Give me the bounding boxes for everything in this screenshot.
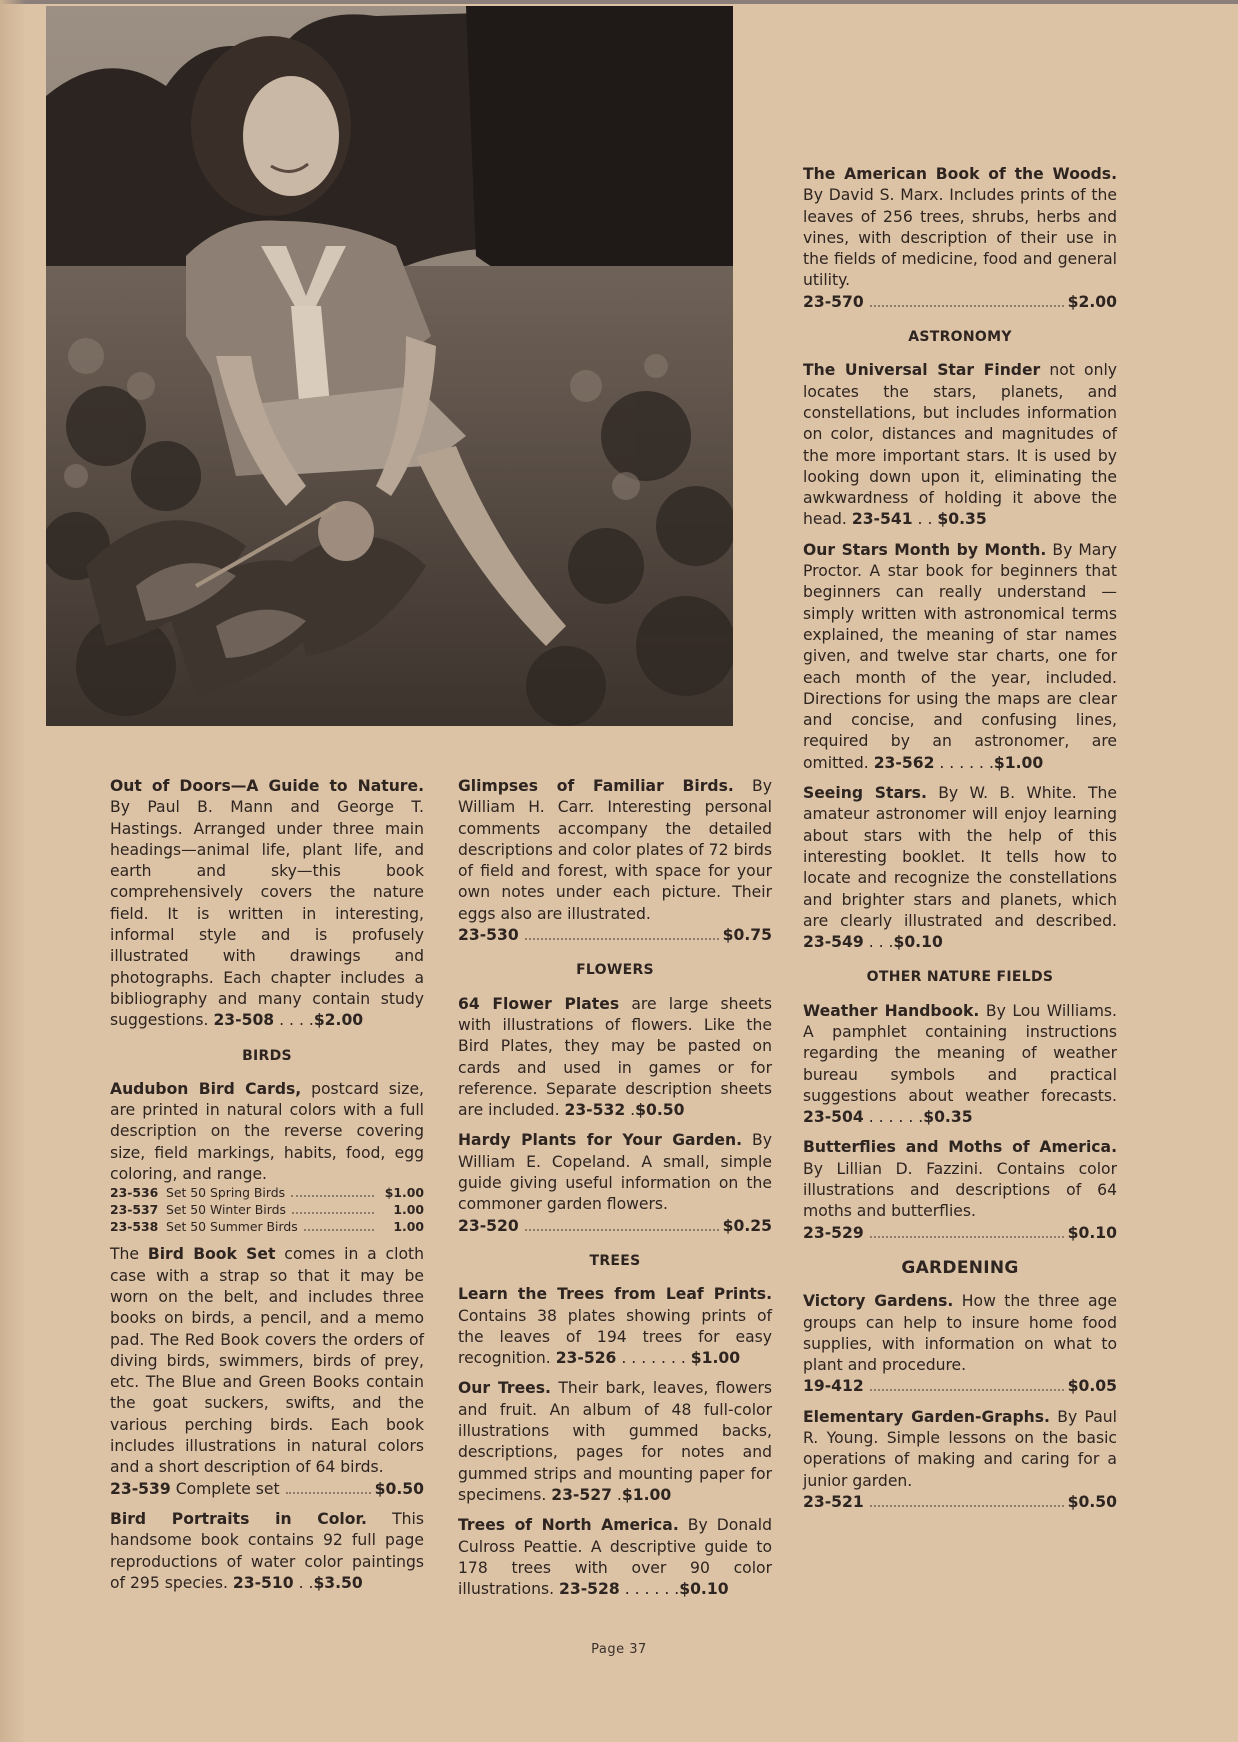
entry-price: $0.75 [722, 926, 772, 945]
entry-description: comes in a cloth case with a strap so that it may be worn on the belt, and includes three books on birds, a pencil, and a memo pad. The Red Book covers the orders of diving birds, swimmers, birds of prey, etc. The Blue and Green Books contain the goat suckers, swifts, and the various perching birds. Each book includes illustrations in natural colors and a short description of 64 birds. [110, 1245, 424, 1477]
set-row [110, 1201, 424, 1218]
entry-sku: 23-528 [559, 1580, 620, 1599]
entry-price: $0.50 [374, 1479, 424, 1498]
price-line [803, 1376, 1117, 1397]
catalog-entry-weather-handbook: Weather Handbook. By Lou Williams. A pamphlet containing instructions regarding the meaning of weather bureau symbols and practical suggestions about weather forecasts. 23-504 . . . . . .$0.35 [803, 1001, 1117, 1127]
column-right [803, 164, 1117, 1522]
entry-sku: 23-529 [803, 1223, 864, 1242]
entry-description: By Lillian D. Fazzini. Contains color illustrations and descriptions of 64 moths and butterflies. [803, 1159, 1117, 1221]
entry-description: By Lou Williams. A pamphlet containing instructions regarding the meaning of weather bureau symbols and practical suggestions about weather forecasts. [803, 1001, 1117, 1105]
leader-dots [525, 1229, 719, 1231]
entry-description: By Paul R. Young. Simple lessons on the basic operations of making and caring for a junior garden. [803, 1407, 1117, 1490]
set-sku: 23-536 [110, 1185, 159, 1201]
catalog-entry-our-stars-month-by-month: Our Stars Month by Month. By Mary Proctor. A star book for beginners that beginners can really understand — simply written with astronomical terms explained, the meaning of star names given, and twelve star charts, one for each month of the year, included. Directions for using the maps are clear and concise, and confusing lines, required by an astronomer, are omitted. 23-562 . . . . . .$1.00 [803, 540, 1117, 772]
entry-description: This handsome book contains 92 full page reproductions of water color paintings of 295 species. [110, 1509, 424, 1592]
catalog-entry-out-of-doors: Out of Doors—A Guide to Nature. By Paul B. Mann and George T. Hastings. Arranged under three main headings—animal life, plant life, and earth and sky—this book comprehensively covers the nature field. It is written in interesting, informal style and is profusely illustrated with drawings and photographs. Each chapter includes a bibliography and many contain study suggestions. 23-508 . . . .$2.00 [110, 777, 424, 1030]
column-middle [458, 776, 772, 1609]
set-sku: 23-538 [110, 1219, 159, 1235]
entry-title: Bird Portraits in Color. [110, 1509, 367, 1528]
entry-sku: 23-508 [213, 1011, 275, 1030]
entry-sku: 23-527 [551, 1485, 612, 1504]
entry-title: Victory Gardens. [803, 1292, 954, 1311]
section-heading-gardening: GARDENING [901, 1257, 1019, 1278]
set-price: 1.00 [393, 1202, 424, 1218]
set-label: Set 50 Winter Birds [166, 1202, 286, 1218]
catalog-entry-bird-portraits: Bird Portraits in Color. This handsome book contains 92 full page reproductions of water color paintings of 295 species. 23-510 . .$3.50 [110, 1509, 424, 1592]
leader-dots [286, 1492, 371, 1494]
catalog-entry-elementary-garden-graphs [803, 1407, 1117, 1513]
entry-title: Our Trees. [458, 1379, 551, 1398]
entry-price: $0.35 [937, 510, 987, 529]
catalog-entry-butterflies-and-moths [803, 1137, 1117, 1243]
catalog-entry-hardy-plants [458, 1130, 772, 1236]
catalog-entry-trees-of-north-america: Trees of North America. By Donald Culross Peattie. A descriptive guide to 178 trees with over 90 color illustrations. 23-528 . . . . . .$0.10 [458, 1516, 772, 1599]
entry-title: Weather Handbook. [803, 1001, 980, 1020]
page-top-edge [0, 0, 1238, 4]
entry-sku: 23-570 [803, 292, 864, 311]
catalog-entry-universal-star-finder: The Universal Star Finder not only locates the stars, planets, and constellations, but includes information on color, distances and magnitudes of the more important stars. It is used by looking down upon it, eliminating the awkwardness of holding it above the head. 23-541 . . $0.35 [803, 361, 1118, 529]
entry-title: 64 Flower Plates [458, 994, 620, 1013]
entry-sku: 23-504 [803, 1108, 864, 1127]
set-label: Set 50 Spring Birds [166, 1185, 286, 1201]
page-gutter-shadow [0, 0, 26, 1742]
catalog-entry-seeing-stars: Seeing Stars. By W. B. White. The amateur astronomer will enjoy learning about stars with the help of this interesting booklet. It tells how to locate and recognize the constellations and brighter stars and planets, which are clearly illustrated and described. 23-549 . . .$0.10 [803, 784, 1117, 952]
entry-price: $1.00 [993, 753, 1044, 772]
entry-price: $0.50 [635, 1101, 685, 1120]
entry-sku: 23-532 [564, 1101, 626, 1120]
price-line [803, 1223, 1117, 1244]
photo-illustration [46, 6, 733, 726]
entry-title: Audubon Bird Cards, [110, 1079, 302, 1098]
catalog-entry-bird-book-set [110, 1244, 424, 1500]
entry-title: The American Book of the Woods. [803, 165, 1117, 183]
entry-sku: 23-520 [458, 1216, 519, 1235]
entry-description: By David S. Marx. Includes prints of the leaves of 256 trees, shrubs, herbs and vines, with description of their use in the fields of medicine, food and general utility. [803, 186, 1117, 290]
leader-dots [525, 938, 719, 940]
entry-sku: 23-539 [110, 1479, 171, 1498]
entry-price: $2.00 [1067, 292, 1117, 311]
catalog-entry-victory-gardens [803, 1291, 1117, 1397]
entry-description: By Mary Proctor. A star book for beginners that beginners can really understand — simply written with astronomical terms explained, the meaning of star names given, and twelve star charts, one for each month of the year, included. Directions for using the maps are clear and concise, and confusing lines, required by an astronomer, are omitted. [803, 540, 1117, 772]
leader-dots [870, 305, 1064, 307]
entry-description: By William E. Copeland. A small, simple guide giving useful information on the commoner garden flowers. [458, 1131, 772, 1214]
catalog-entry-american-book-of-the-woods [803, 164, 1117, 313]
price-line [803, 1492, 1117, 1513]
entry-description: By William H. Carr. Interesting personal comments accompany the detailed descriptions and color plates of 72 birds of field and forest, with space for your own notes under each picture. Their eggs also are illustrated. [458, 777, 772, 923]
entry-price: $1.00 [690, 1349, 741, 1368]
set-row [110, 1184, 424, 1201]
price-line [110, 1479, 424, 1500]
set-price: 1.00 [393, 1219, 424, 1235]
entry-price: $2.00 [313, 1011, 364, 1030]
entry-title: Butterflies and Moths of America. [803, 1138, 1117, 1157]
catalog-entry-glimpses-of-familiar-birds [458, 776, 772, 946]
entry-description: By Paul B. Mann and George T. Hastings. Arranged under three main headings—animal life, plant life, and earth and sky—this book comprehensively covers the nature field. It is written in interesting, informal style and is profusely illustrated with drawings and photographs. Each chapter includes a bibliography and many contain study suggestions. [110, 798, 424, 1030]
entry-sku: 23-530 [458, 926, 519, 945]
entry-lead: The [110, 1245, 148, 1264]
set-label: Set 50 Summer Birds [166, 1219, 298, 1235]
section-heading-other-nature-fields: OTHER NATURE FIELDS [866, 969, 1054, 986]
entry-price: $3.50 [313, 1573, 363, 1592]
column-left [110, 776, 424, 1603]
entry-price: $0.50 [1067, 1492, 1117, 1511]
entry-title: Glimpses of Familiar Birds. [458, 777, 734, 795]
catalog-entry-audubon-bird-cards [110, 1079, 424, 1235]
section-heading-birds: BIRDS [242, 1047, 292, 1064]
entry-title: The Universal Star Finder [803, 361, 1041, 380]
leader-dots [870, 1389, 1064, 1391]
entry-title: Hardy Plants for Your Garden. [458, 1131, 743, 1150]
page-number: Page 37 [591, 1642, 647, 1657]
entry-price: $0.25 [722, 1216, 772, 1235]
entry-title: Seeing Stars. [803, 784, 927, 803]
entry-price: $0.35 [923, 1108, 973, 1127]
bird-card-set-list [110, 1184, 424, 1235]
entry-sku: 19-412 [803, 1377, 864, 1396]
entry-title: Learn the Trees from Leaf Prints. [458, 1285, 772, 1304]
price-line [803, 292, 1117, 313]
entry-price: $1.00 [621, 1485, 672, 1504]
leader-dots [291, 1195, 374, 1197]
set-sku: 23-537 [110, 1202, 159, 1218]
entry-description: How the three age groups can help to insure home food supplies, with information on what to plant and procedure. [803, 1292, 1117, 1375]
entry-description: are large sheets with illustrations of flowers. Like the Bird Plates, they may be pasted on cards and used in games or for reference. Separate description sheets are included. [458, 994, 772, 1120]
catalog-entry-our-trees: Our Trees. Their bark, leaves, flowers and fruit. An album of 48 full-color illustrations with gummed backs, descriptions, pages for notes and gummed strips and mounting paper for specimens. 23-527 .$1.00 [458, 1379, 772, 1504]
entry-price: $0.10 [679, 1580, 729, 1599]
entry-description: Their bark, leaves, flowers and fruit. An album of 48 full-color illustrations with gummed backs, descriptions, pages for notes and gummed strips and mounting paper for specimens. [458, 1379, 772, 1504]
price-line [458, 925, 772, 946]
section-heading-trees: TREES [589, 1252, 641, 1269]
entry-description: Contains 38 plates showing prints of the leaves of 194 trees for easy recognition. [458, 1306, 772, 1368]
entry-description: postcard size, are printed in natural colors with a full description on the reverse covering size, field markings, habits, food, egg coloring, and range. [110, 1079, 424, 1184]
photo-girl-harvesting-beets [46, 6, 733, 726]
entry-title: Bird Book Set [147, 1245, 276, 1264]
entry-sku: 23-510 [232, 1573, 294, 1592]
leader-dots [870, 1505, 1064, 1507]
entry-title: Elementary Garden-Graphs. [803, 1407, 1050, 1426]
catalog-entry-flower-plates: 64 Flower Plates are large sheets with illustrations of flowers. Like the Bird Plates, they may be pasted on cards and used in games or for reference. Separate description sheets are included. 23-532 .$0.50 [458, 994, 772, 1120]
entry-sku: 23-541 [851, 510, 913, 529]
entry-price: $0.10 [1067, 1223, 1117, 1242]
entry-title: Our Stars Month by Month. [803, 540, 1047, 559]
section-heading-astronomy: ASTRONOMY [908, 329, 1012, 346]
entry-description: not only locates the stars, planets, and constellations, but includes information on color, distances and magnitudes of the more important stars. It is used by looking down upon it, eliminating the awkwardness of holding it above the head. [803, 361, 1118, 529]
leader-dots [292, 1212, 374, 1214]
entry-sku: 23-549 [803, 933, 864, 952]
price-line [458, 1216, 772, 1237]
entry-title: Out of Doors—A Guide to Nature. [110, 777, 424, 795]
catalog-entry-leaf-prints: Learn the Trees from Leaf Prints. Contains 38 plates showing prints of the leaves of 194 trees for easy recognition. 23-526 . . . . . . . $1.00 [458, 1285, 772, 1368]
set-row [110, 1218, 424, 1235]
entry-sku: 23-521 [803, 1492, 864, 1511]
leader-dots [304, 1229, 374, 1231]
section-heading-flowers: FLOWERS [576, 962, 654, 979]
leader-dots [870, 1236, 1064, 1238]
entry-sku-label: Complete set [170, 1479, 280, 1498]
entry-description: By W. B. White. The amateur astronomer will enjoy learning about stars with the help of this interesting booklet. It tells how to locate and recognize the constellations and brighter stars and planets, which are clearly illustrated and described. [803, 784, 1117, 930]
entry-price: $0.05 [1067, 1377, 1117, 1396]
entry-price: $0.10 [893, 933, 943, 952]
entry-sku: 23-526 [555, 1349, 617, 1368]
entry-title: Trees of North America. [458, 1516, 679, 1535]
entry-description: By Donald Culross Peattie. A descriptive guide to 178 trees with over 90 color illustrations. [458, 1516, 772, 1599]
entry-sku: 23-562 [873, 753, 935, 772]
set-price: $1.00 [384, 1185, 424, 1201]
